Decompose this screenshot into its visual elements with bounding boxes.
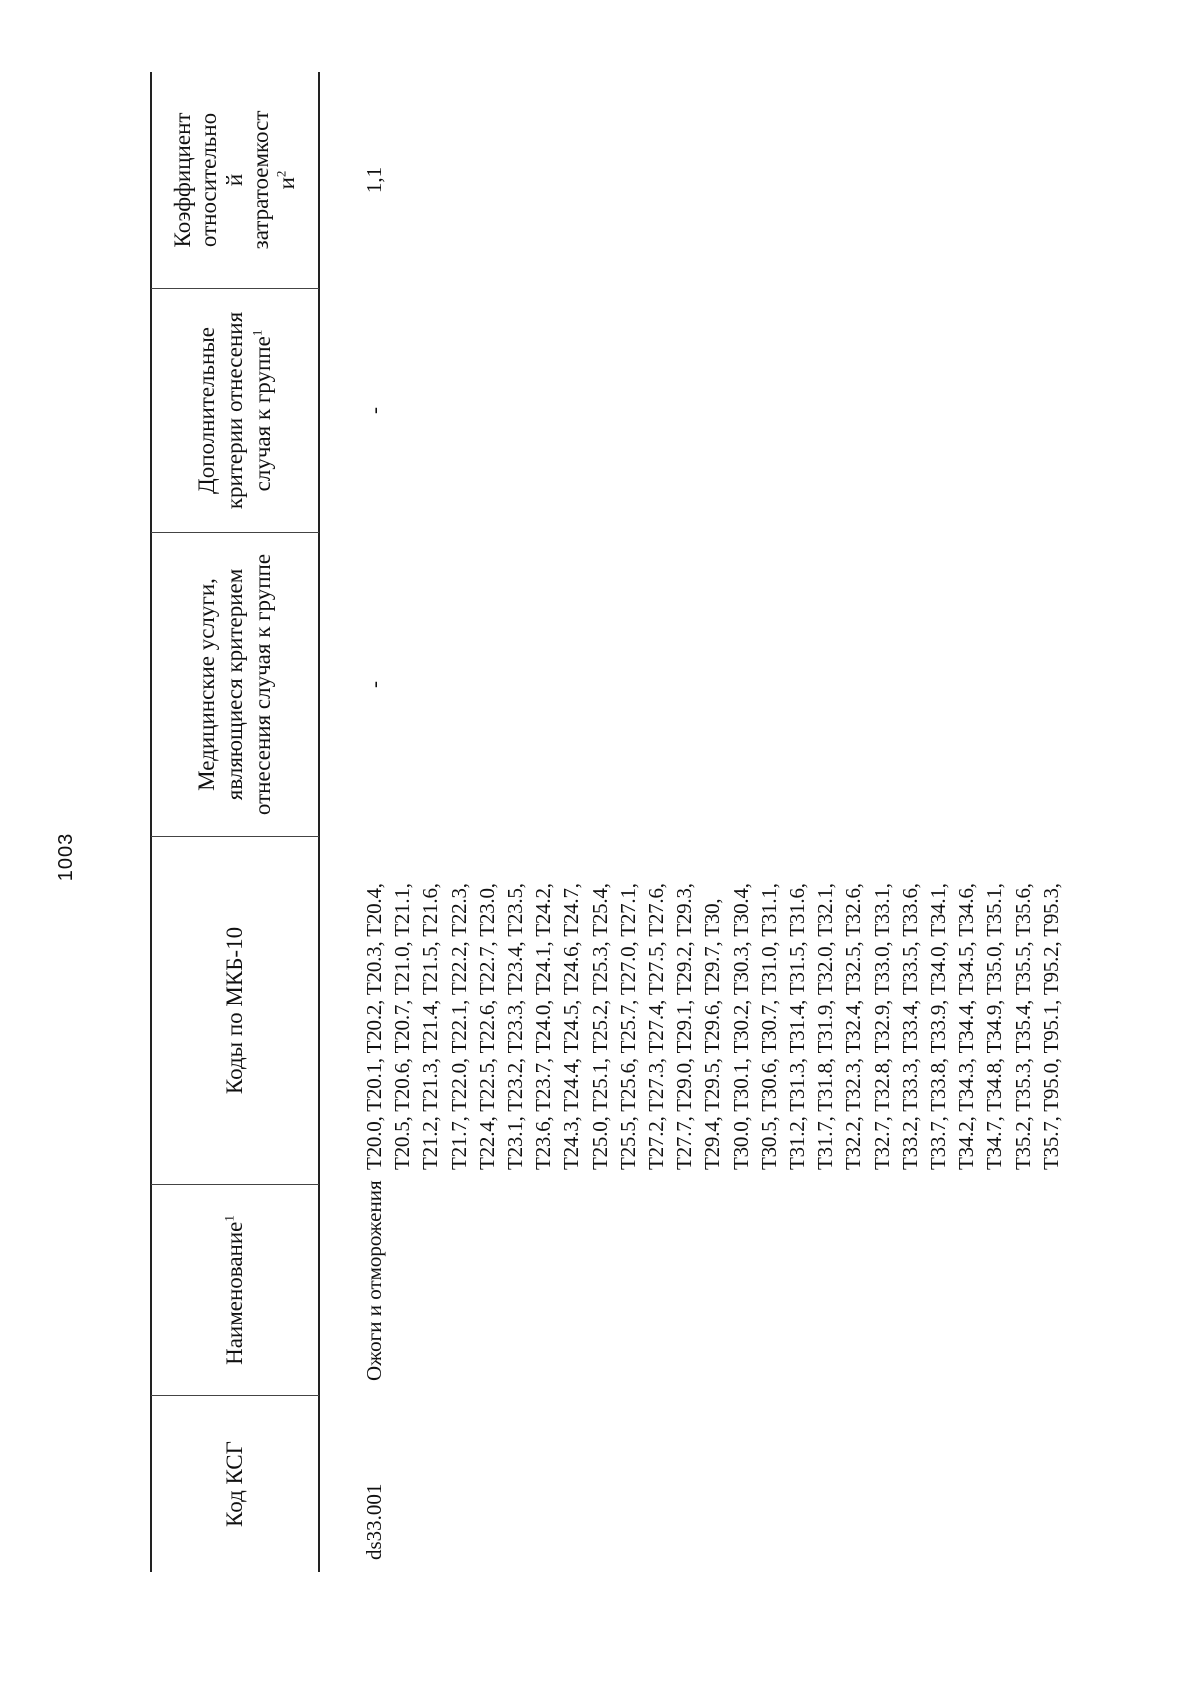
mkb-line: T21.7, T22.0, T22.1, T22.2, T22.3, [446,883,471,1170]
mkb-line: T27.7, T29.0, T29.1, T29.2, T29.3, [672,883,697,1170]
mkb-line: T21.2, T21.3, T21.4, T21.5, T21.6, [418,883,443,1170]
mkb-line: T23.6, T23.7, T24.0, T24.1, T24.2, [531,883,556,1170]
header-name: Наименование$^1$ [221,1215,247,1365]
mkb-line: T25.0, T25.1, T25.2, T25.3, T25.4, [587,883,612,1170]
header-coefficient: Коэффициент относительно й затратоемкост $и^2$ [170,110,299,250]
mkb-line: T32.7, T32.8, T32.9, T33.0, T33.1, [869,883,894,1170]
mkb-line: T31.2, T31.3, T31.4, T31.5, T31.6, [785,883,810,1170]
mkb-line: T29.4, T29.5, T29.6, T29.7, T30, [700,898,725,1170]
row-criteria: - [362,407,386,414]
mkb-line: T30.0, T30.1, T30.2, T30.3, T30.4, [728,883,753,1170]
mkb-line: T34.2, T34.3, T34.4, T34.5, T34.6, [954,883,979,1170]
mkb-line: T31.7, T31.8, T31.9, T32.0, T32.1, [813,883,838,1170]
mkb-line: T20.5, T20.6, T20.7, T21.0, T21.1, [390,883,415,1170]
page-number: 1003 [55,832,77,882]
mkb-line: T35.7, T95.0, T95.1, T95.2, T95.3, [1038,883,1063,1170]
header-code: Код КСГ [222,1441,247,1527]
row-name: Ожоги и отморожения [362,1180,386,1381]
row-services: - [362,681,386,688]
row-mkb-codes [360,750,1065,1170]
header-criteria: Дополнительные критерии отнесения случая к группе$^1$ [194,311,275,510]
mkb-line: T34.7, T34.8, T34.9, T35.0, T35.1, [982,883,1007,1170]
header-bottom-rule [318,72,320,1572]
mkb-line: T22.4, T22.5, T22.6, T22.7, T23.0, [474,883,499,1170]
mkb-line: T27.2, T27.3, T27.4, T27.5, T27.6, [644,883,669,1170]
mkb-line: T23.1, T23.2, T23.3, T23.4, T23.5, [503,883,528,1170]
row-coefficient: 1,1 [362,166,386,194]
mkb-line: T33.7, T33.8, T33.9, T34.0, T34.1, [926,883,951,1170]
mkb-line: T30.5, T30.6, T30.7, T31.0, T31.1, [756,883,781,1170]
header-mkb: Коды по МКБ-10 [222,926,247,1095]
mkb-line: T35.2, T35.3, T35.4, T35.5, T35.6, [1010,883,1035,1170]
header-services: Медицинские услуги, являющиеся критерием отнесения случая к группе [194,553,275,816]
mkb-line: T32.2, T32.3, T32.4, T32.5, T32.6, [841,883,866,1170]
mkb-line: T33.2, T33.3, T33.4, T33.5, T33.6, [897,883,922,1170]
mkb-line: T20.0, T20.1, T20.2, T20.3, T20.4, [362,883,386,1170]
mkb-line: T24.3, T24.4, T24.5, T24.6, T24.7, [559,883,584,1170]
row-code: ds33.001 [362,1483,386,1560]
mkb-line: T25.5, T25.6, T25.7, T27.0, T27.1, [615,883,640,1170]
